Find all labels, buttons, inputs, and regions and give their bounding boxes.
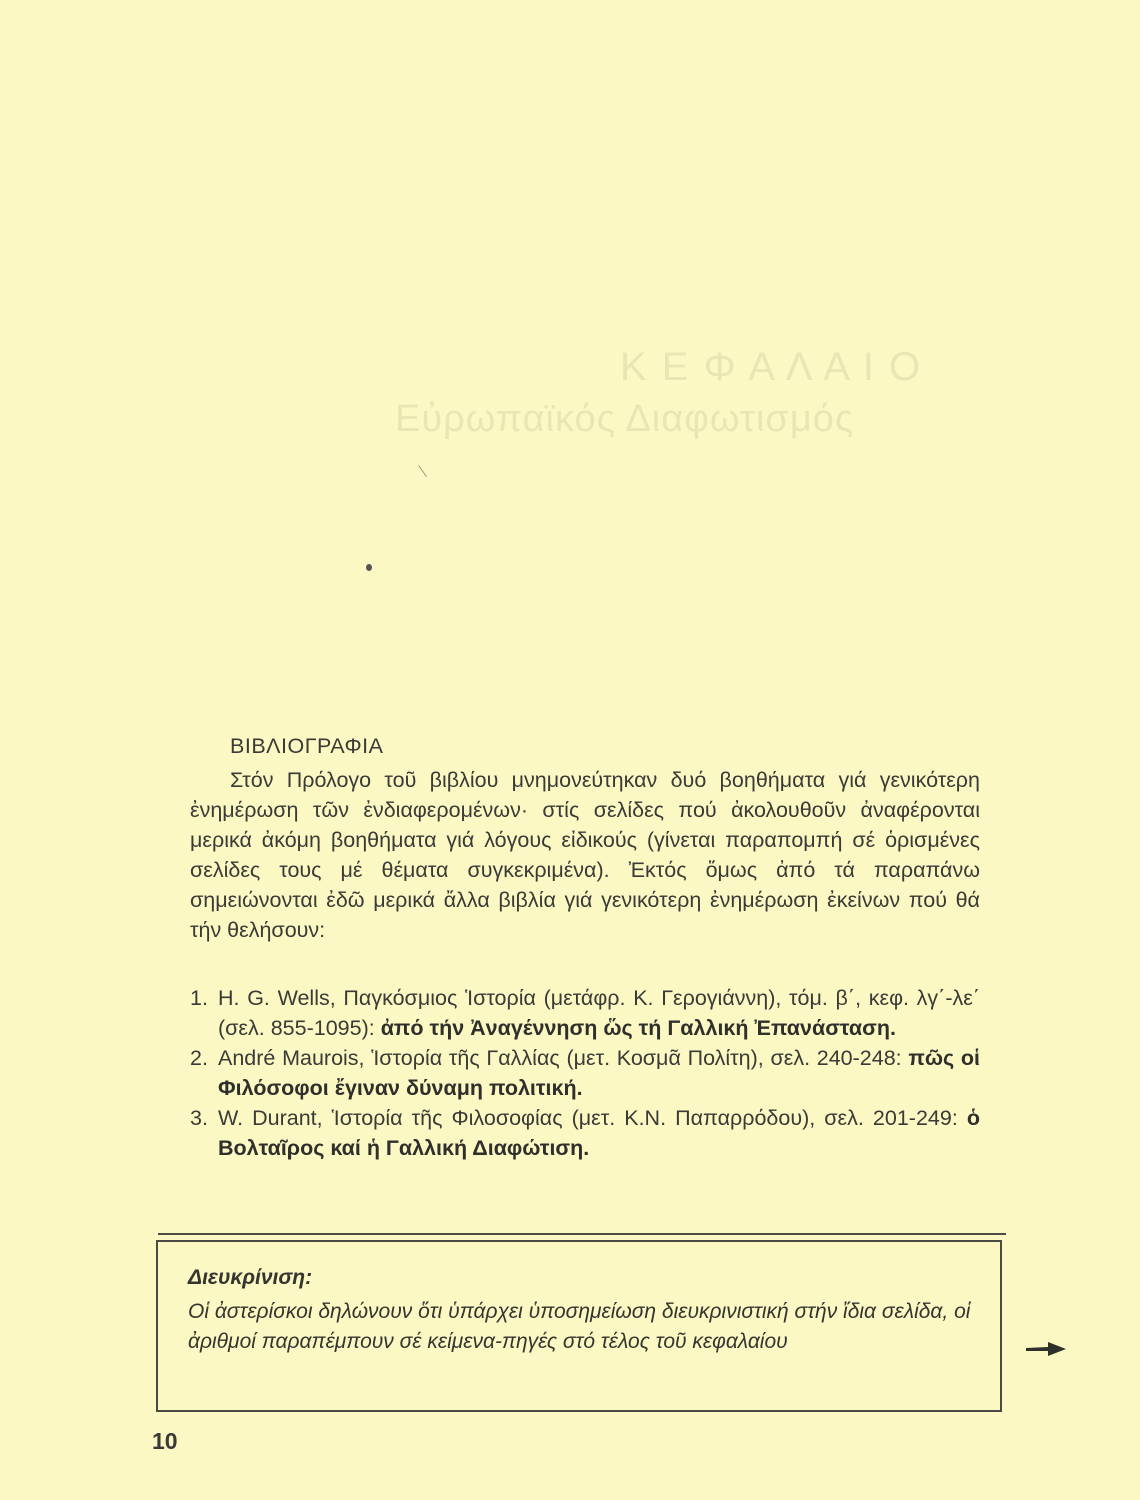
reference-number: 1. [190,986,208,1010]
ink-speck [366,564,372,571]
bibliography-intro [190,765,980,945]
reference-topic: ὁ Βολταῖρος καί ἡ Γαλλική Διαφώτιση. [218,1106,980,1160]
reference-number: 3. [190,1106,208,1130]
reference-text: André Maurois, Ἱστορία τῆς Γαλλίας (μετ. Κοσμᾶ Πολίτη), σελ. 240-248: [218,1046,902,1070]
bibliography-heading: ΒΙΒΛΙΟΓΡΑΦΙΑ [230,734,384,758]
bleed-through-title: Κ Ε Φ Α Λ Α Ι Ο [620,345,923,389]
reference-topic: πῶς οἱ Φιλόσοφοι ἔγιναν δύναμη πολιτική. [218,1046,980,1100]
reference-item [190,1043,980,1103]
reference-list [190,983,980,1163]
page-number: 10 [152,1428,178,1454]
clarification-box [156,1240,1002,1412]
divider-line [158,1233,1006,1235]
reference-number: 2. [190,1046,208,1070]
bibliography-intro-text: Στόν Πρόλογο τοῦ βιβλίου μνημονεύτηκαν δυό βοηθήματα γιά γενικότερη ἐνημέρωση τῶν ἐνδιαφερομένων· στίς σελίδες πού ἀκολουθοῦν ἀναφέρονται μερικά ἀκόμη βοηθήματα γιά λόγους εἰδικούς (γίνεται παραπομπή σέ ὁρισμένες σελίδες τους μέ θέματα συγκεκριμένα). Ἐκτός ὅμως ἀπό τά παραπάνω σημειώνονται ἐδῶ μερικά ἄλλα βιβλία γιά γενικότερη ἐνημέρωση ἐκείνων πού θά τήν θελήσουν: [190,768,980,942]
bleed-through-subtitle: Εὐρωπαϊκός Διαφωτισμός [395,398,855,440]
clarification-title: Διευκρίνιση: [188,1266,313,1289]
reference-text: H. G. Wells, Παγκόσμιος Ἱστορία (μετάφρ. Κ. Γερογιάννη), τόμ. β΄, κεφ. λγ΄-λε΄ (σελ. 855-1095): [218,986,980,1040]
arrow-right-icon [1026,1340,1066,1358]
paper-mark [418,465,427,477]
reference-topic: ἀπό τήν Ἀναγέννηση ὥς τή Γαλλική Ἐπανάσταση. [380,1016,896,1040]
reference-item [190,1103,980,1163]
clarification-text: Οἱ ἀστερίσκοι δηλώνουν ὅτι ὑπάρχει ὑποσημείωση διευκρινιστική στήν ἴδια σελίδα, οἱ ἀριθμοί παραπέμπουν σέ κείμενα-πηγές στό τέλος τοῦ κεφαλαίου [188,1300,971,1353]
reference-item [190,983,980,1043]
reference-text: W. Durant, Ἱστορία τῆς Φιλοσοφίας (μετ. Κ.Ν. Παπαρρόδου), σελ. 201-249: [218,1106,958,1130]
